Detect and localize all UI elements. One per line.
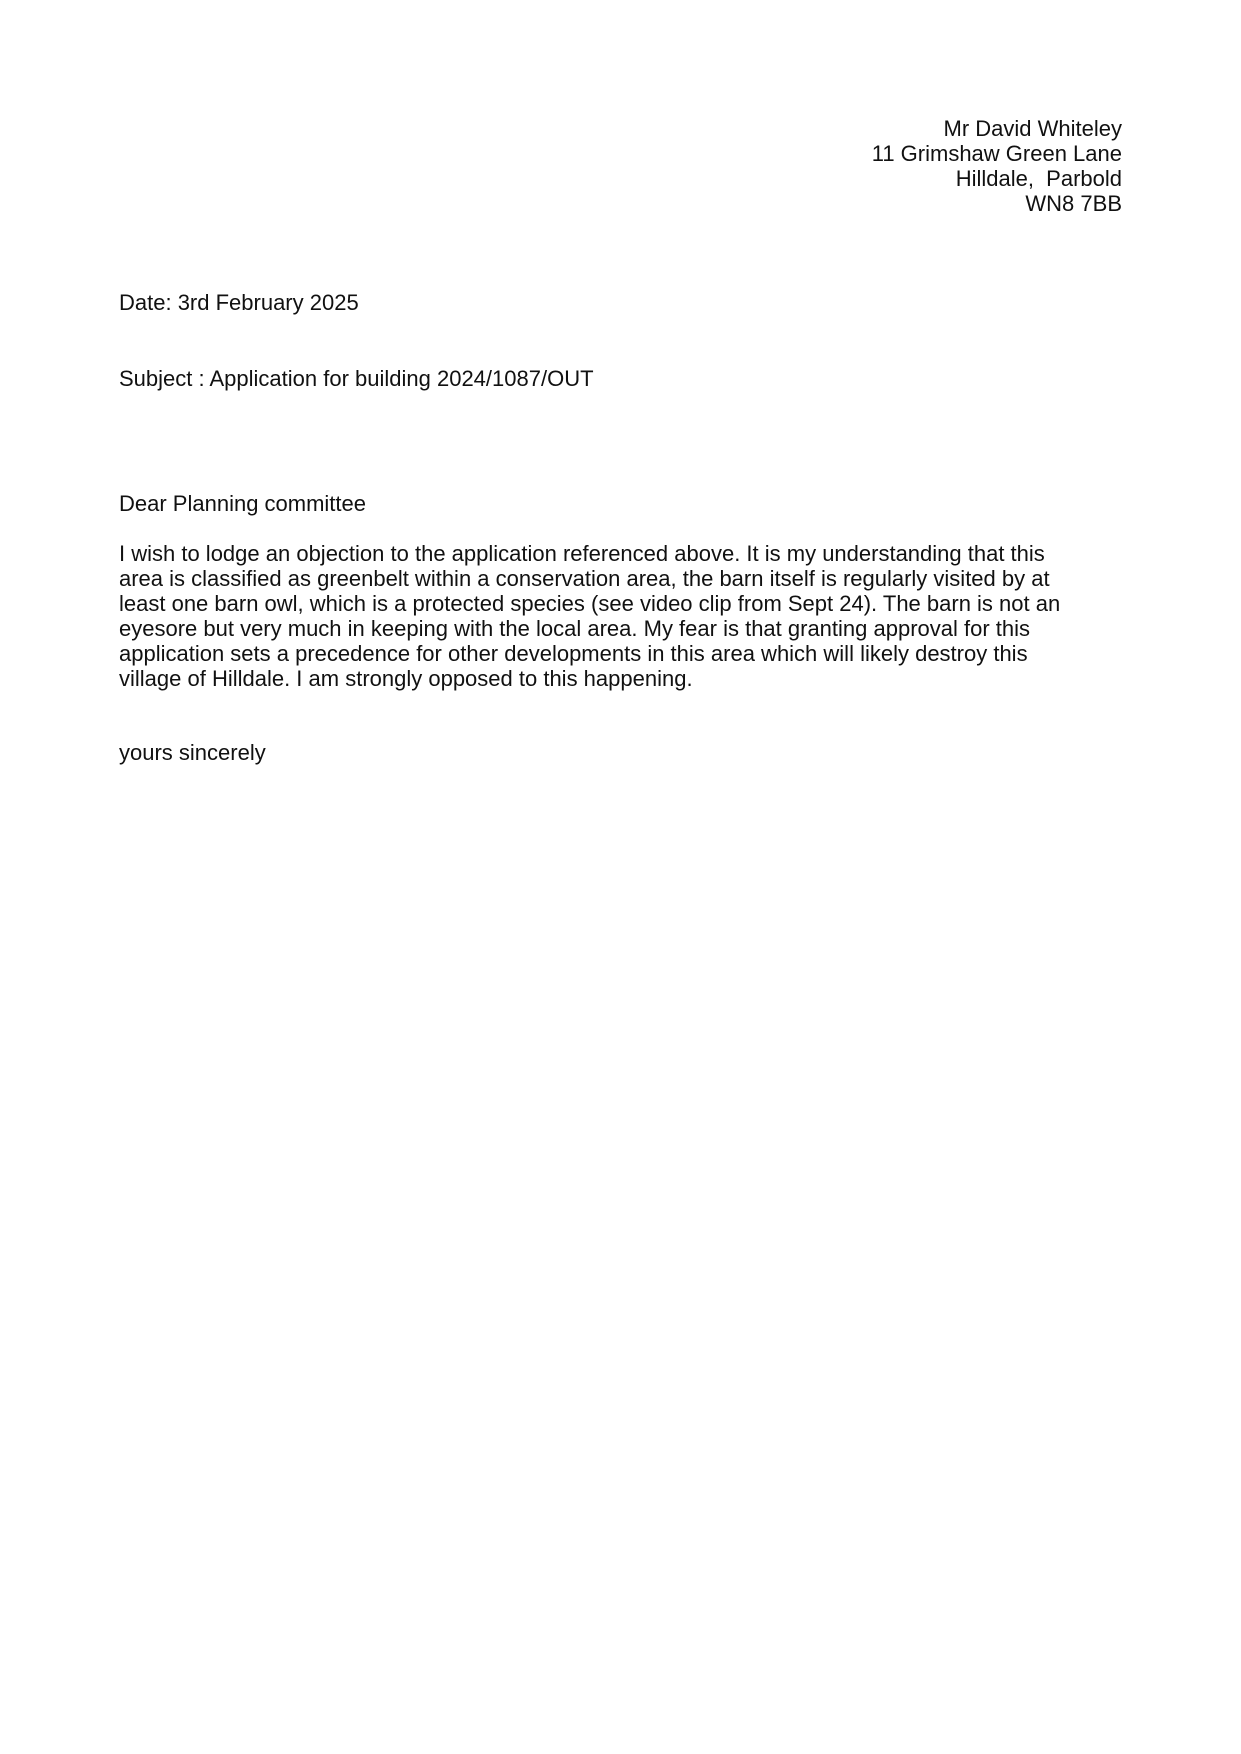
sender-locality: Hilldale, Parbold [955,166,1122,191]
letter-date: Date: 3rd February 2025 [119,290,359,315]
letter-subject: Subject : Application for building 2024/1087/OUT [119,366,594,391]
sender-name: Mr David Whiteley [943,116,1122,141]
body-line: application sets a precedence for other developments in this area which will likely destroy this [119,641,1028,666]
letter-body [119,541,1129,691]
sender-address [872,116,1122,216]
body-line: area is classified as greenbelt within a conservation area, the barn itself is regularly visited by at [119,566,1050,591]
body-line: eyesore but very much in keeping with the local area. My fear is that granting approval for this [119,616,1031,641]
body-line: village of Hilldale. I am strongly opposed to this happening. [119,666,693,691]
closing: yours sincerely [119,740,266,765]
body-line: least one barn owl, which is a protected species (see video clip from Sept 24). The barn is not an [119,591,1061,616]
sender-street: 11 Grimshaw Green Lane [871,141,1122,166]
salutation: Dear Planning committee [119,491,367,516]
body-line: I wish to lodge an objection to the application referenced above. It is my understanding that this [119,541,1045,566]
sender-postcode: WN8 7BB [1025,191,1122,216]
